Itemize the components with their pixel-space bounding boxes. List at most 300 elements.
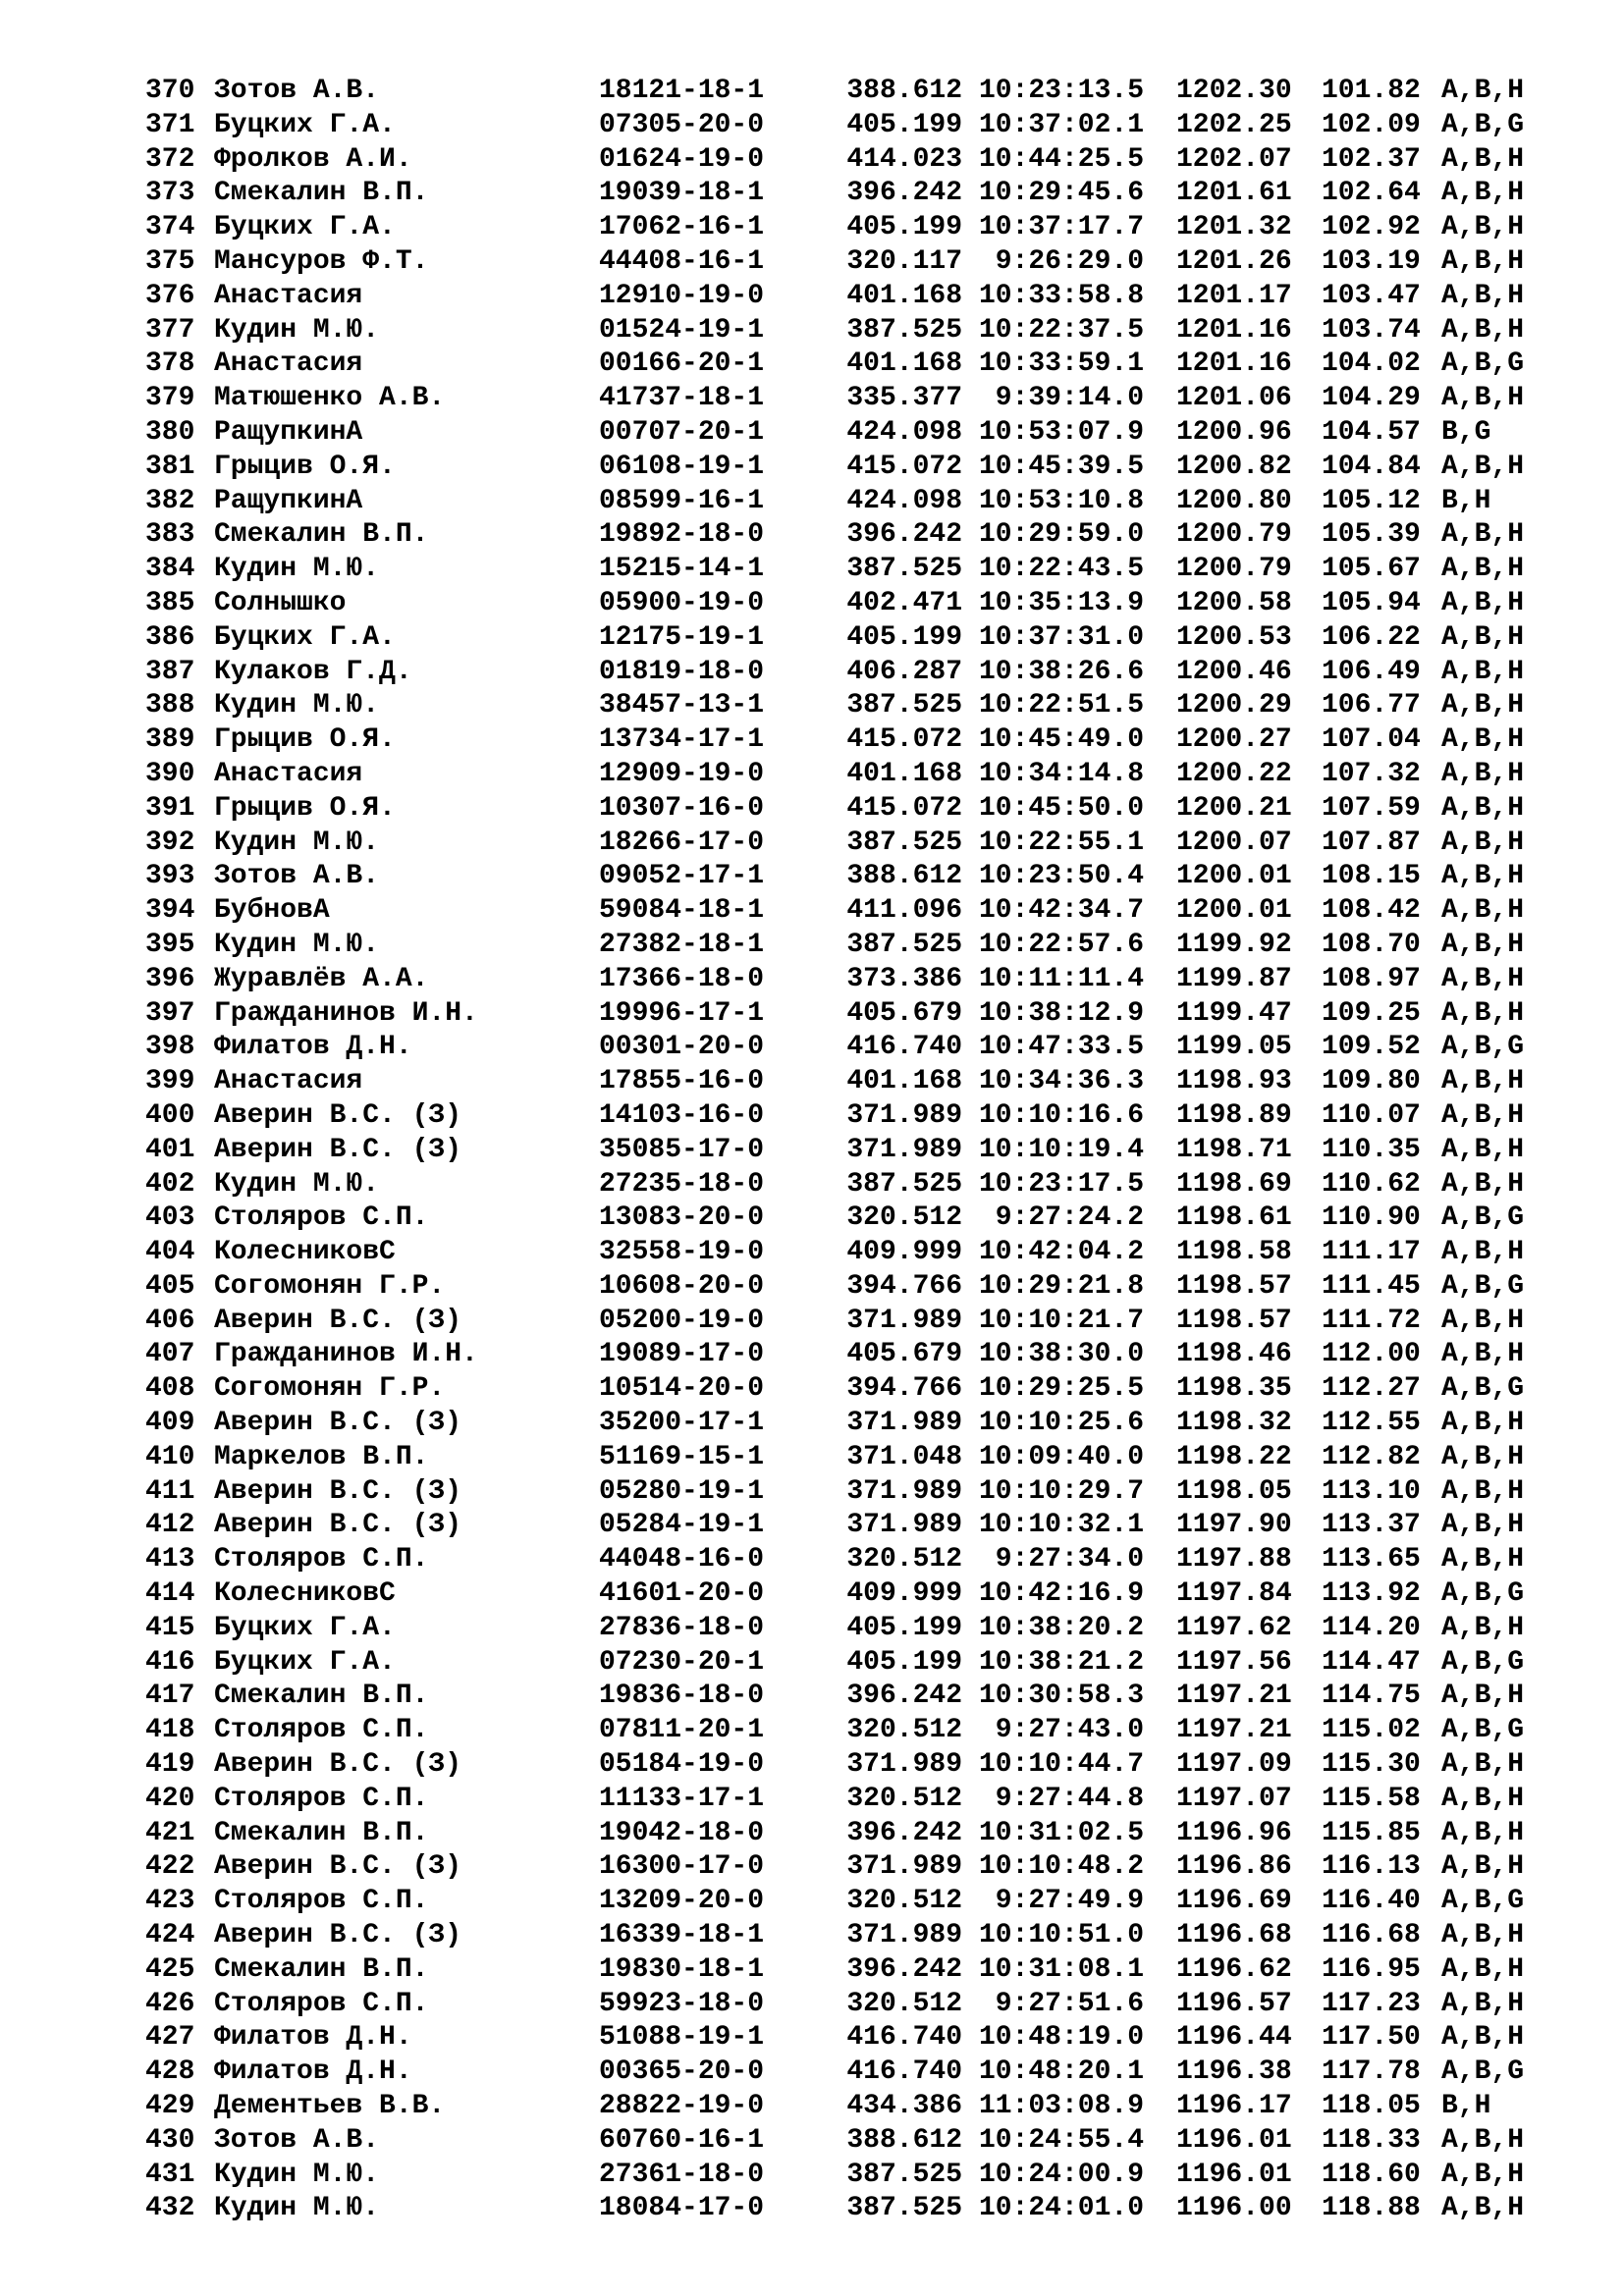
flags: A,B,H — [1441, 1920, 1525, 1951]
distance: 387.525 — [846, 1168, 962, 1200]
arrival-time: 10:29:59.0 — [978, 519, 1144, 551]
result-row — [145, 1372, 1540, 1407]
coefficient: 108.70 — [1322, 929, 1421, 960]
place-number: 371 — [145, 109, 195, 140]
arrival-time: 10:24:55.4 — [978, 2124, 1144, 2156]
coefficient: 102.92 — [1322, 212, 1421, 243]
speed: 1196.17 — [1176, 2091, 1292, 2122]
ring-number: 19039-18-1 — [599, 178, 765, 209]
flags: A,B,H — [1441, 1749, 1525, 1781]
distance: 387.525 — [846, 929, 962, 960]
coefficient: 111.72 — [1322, 1305, 1421, 1336]
coefficient: 101.82 — [1322, 76, 1421, 106]
fancier-name: Кудин М.Ю. — [214, 827, 380, 858]
place-number: 407 — [145, 1339, 195, 1370]
results-listing — [145, 75, 1540, 2226]
distance: 320.117 — [846, 245, 962, 277]
distance: 388.612 — [846, 861, 962, 892]
coefficient: 117.50 — [1322, 2022, 1421, 2054]
distance: 424.098 — [846, 416, 962, 448]
ring-number: 13083-20-0 — [599, 1202, 765, 1234]
arrival-time: 10:35:13.9 — [978, 587, 1144, 618]
coefficient: 117.78 — [1322, 2056, 1421, 2088]
result-row — [145, 553, 1540, 587]
result-row — [145, 1338, 1540, 1372]
fancier-name: Кудин М.Ю. — [214, 314, 380, 346]
speed: 1199.87 — [1176, 963, 1292, 994]
place-number: 425 — [145, 1953, 195, 1985]
place-number: 370 — [145, 76, 195, 106]
speed: 1199.05 — [1176, 1032, 1292, 1063]
result-row — [145, 1646, 1540, 1681]
coefficient: 103.19 — [1322, 245, 1421, 277]
coefficient: 110.62 — [1322, 1168, 1421, 1200]
speed: 1198.57 — [1176, 1305, 1292, 1336]
distance: 371.989 — [846, 1408, 962, 1439]
flags: A,B,H — [1441, 2022, 1525, 2054]
result-row — [145, 1577, 1540, 1612]
fancier-name: Анастасия — [214, 280, 363, 311]
fancier-name: Смекалин В.П. — [214, 1817, 429, 1848]
place-number: 388 — [145, 690, 195, 721]
place-number: 421 — [145, 1817, 195, 1848]
result-row — [145, 2159, 1540, 2193]
speed: 1201.17 — [1176, 280, 1292, 311]
place-number: 386 — [145, 621, 195, 653]
ring-number: 17062-16-1 — [599, 212, 765, 243]
flags: A,B,G — [1441, 1886, 1525, 1917]
distance: 371.989 — [846, 1099, 962, 1131]
arrival-time: 9:39:14.0 — [995, 383, 1144, 414]
coefficient: 110.35 — [1322, 1134, 1421, 1165]
flags: B,H — [1441, 2091, 1491, 2122]
coefficient: 107.32 — [1322, 758, 1421, 789]
arrival-time: 10:38:21.2 — [978, 1646, 1144, 1678]
speed: 1198.46 — [1176, 1339, 1292, 1370]
distance: 394.766 — [846, 1270, 962, 1302]
coefficient: 111.17 — [1322, 1237, 1421, 1268]
flags: A,B,H — [1441, 1099, 1525, 1131]
speed: 1200.58 — [1176, 587, 1292, 618]
fancier-name: Столяров С.П. — [214, 1544, 429, 1575]
speed: 1198.89 — [1176, 1099, 1292, 1131]
ring-number: 05284-19-1 — [599, 1510, 765, 1541]
result-row — [145, 2021, 1540, 2056]
ring-number: 06108-19-1 — [599, 451, 765, 482]
fancier-name: Смекалин В.П. — [214, 178, 429, 209]
distance: 387.525 — [846, 2159, 962, 2190]
fancier-name: Буцких Г.А. — [214, 212, 396, 243]
fancier-name: Филатов Д.Н. — [214, 2056, 412, 2088]
flags: A,B,H — [1441, 245, 1525, 277]
coefficient: 108.97 — [1322, 963, 1421, 994]
speed: 1196.01 — [1176, 2159, 1292, 2190]
distance: 387.525 — [846, 554, 962, 585]
result-row — [145, 1441, 1540, 1475]
speed: 1200.27 — [1176, 724, 1292, 756]
speed: 1202.25 — [1176, 109, 1292, 140]
speed: 1198.93 — [1176, 1066, 1292, 1097]
speed: 1201.61 — [1176, 178, 1292, 209]
flags: A,B,H — [1441, 1612, 1525, 1643]
result-row — [145, 1031, 1540, 1065]
distance: 415.072 — [846, 451, 962, 482]
result-row — [145, 1134, 1540, 1168]
result-row — [145, 1543, 1540, 1577]
ring-number: 01524-19-1 — [599, 314, 765, 346]
arrival-time: 9:27:49.9 — [995, 1886, 1144, 1917]
coefficient: 110.07 — [1322, 1099, 1421, 1131]
ring-number: 17366-18-0 — [599, 963, 765, 994]
flags: A,B,H — [1441, 1817, 1525, 1848]
flags: A,B,H — [1441, 1339, 1525, 1370]
place-number: 414 — [145, 1578, 195, 1610]
arrival-time: 10:44:25.5 — [978, 143, 1144, 175]
place-number: 397 — [145, 997, 195, 1029]
coefficient: 105.94 — [1322, 587, 1421, 618]
arrival-time: 9:27:51.6 — [995, 1988, 1144, 2019]
ring-number: 59923-18-0 — [599, 1988, 765, 2019]
arrival-time: 10:24:01.0 — [978, 2193, 1144, 2224]
coefficient: 107.87 — [1322, 827, 1421, 858]
result-row — [145, 245, 1540, 280]
fancier-name: Смекалин В.П. — [214, 519, 429, 551]
ring-number: 13209-20-0 — [599, 1886, 765, 1917]
speed: 1198.61 — [1176, 1202, 1292, 1234]
distance: 405.679 — [846, 1339, 962, 1370]
flags: A,B,G — [1441, 1578, 1525, 1610]
flags: A,B,H — [1441, 792, 1525, 824]
ring-number: 28822-19-0 — [599, 2091, 765, 2122]
arrival-time: 10:37:31.0 — [978, 621, 1144, 653]
speed: 1196.86 — [1176, 1851, 1292, 1883]
ring-number: 44048-16-0 — [599, 1544, 765, 1575]
arrival-time: 10:22:57.6 — [978, 929, 1144, 960]
distance: 415.072 — [846, 724, 962, 756]
result-row — [145, 689, 1540, 723]
fancier-name: Гражданинов И.Н. — [214, 1339, 478, 1370]
fancier-name: Аверин В.С. (З) — [214, 1510, 462, 1541]
distance: 320.512 — [846, 1988, 962, 2019]
place-number: 396 — [145, 963, 195, 994]
flags: A,B,H — [1441, 690, 1525, 721]
place-number: 429 — [145, 2091, 195, 2122]
distance: 409.999 — [846, 1237, 962, 1268]
flags: A,B,G — [1441, 1373, 1525, 1405]
arrival-time: 10:29:25.5 — [978, 1373, 1144, 1405]
fancier-name: Дементьев В.В. — [214, 2091, 446, 2122]
coefficient: 113.65 — [1322, 1544, 1421, 1575]
arrival-time: 9:27:24.2 — [995, 1202, 1144, 1234]
place-number: 402 — [145, 1168, 195, 1200]
coefficient: 104.29 — [1322, 383, 1421, 414]
fancier-name: Солнышко — [214, 587, 347, 618]
place-number: 382 — [145, 485, 195, 516]
fancier-name: Буцких Г.А. — [214, 1646, 396, 1678]
arrival-time: 10:53:10.8 — [978, 485, 1144, 516]
flags: A,B,H — [1441, 280, 1525, 311]
place-number: 418 — [145, 1715, 195, 1746]
arrival-time: 10:09:40.0 — [978, 1441, 1144, 1472]
distance: 402.471 — [846, 587, 962, 618]
speed: 1202.07 — [1176, 143, 1292, 175]
coefficient: 116.13 — [1322, 1851, 1421, 1883]
coefficient: 109.52 — [1322, 1032, 1421, 1063]
distance: 401.168 — [846, 1066, 962, 1097]
arrival-time: 9:27:34.0 — [995, 1544, 1144, 1575]
distance: 371.989 — [846, 1305, 962, 1336]
arrival-time: 10:10:44.7 — [978, 1749, 1144, 1781]
flags: A,B,H — [1441, 861, 1525, 892]
flags: A,B,H — [1441, 1441, 1525, 1472]
fancier-name: БубновА — [214, 895, 330, 927]
distance: 320.512 — [846, 1886, 962, 1917]
speed: 1202.30 — [1176, 76, 1292, 106]
distance: 405.199 — [846, 1612, 962, 1643]
ring-number: 12909-19-0 — [599, 758, 765, 789]
distance: 371.989 — [846, 1134, 962, 1165]
place-number: 409 — [145, 1408, 195, 1439]
fancier-name: Грыцив О.Я. — [214, 451, 396, 482]
arrival-time: 9:27:43.0 — [995, 1715, 1144, 1746]
arrival-time: 10:22:51.5 — [978, 690, 1144, 721]
arrival-time: 10:10:25.6 — [978, 1408, 1144, 1439]
arrival-time: 10:10:16.6 — [978, 1099, 1144, 1131]
flags: A,B,H — [1441, 895, 1525, 927]
flags: A,B,H — [1441, 1134, 1525, 1165]
result-row — [145, 1509, 1540, 1543]
flags: A,B,H — [1441, 1168, 1525, 1200]
speed: 1200.96 — [1176, 416, 1292, 448]
flags: A,B,H — [1441, 383, 1525, 414]
distance: 396.242 — [846, 1953, 962, 1985]
speed: 1201.06 — [1176, 383, 1292, 414]
speed: 1197.09 — [1176, 1749, 1292, 1781]
flags: B,G — [1441, 416, 1491, 448]
coefficient: 113.37 — [1322, 1510, 1421, 1541]
ring-number: 08599-16-1 — [599, 485, 765, 516]
place-number: 408 — [145, 1373, 195, 1405]
result-row — [145, 518, 1540, 553]
fancier-name: Зотов А.В. — [214, 2124, 380, 2156]
ring-number: 51088-19-1 — [599, 2022, 765, 2054]
arrival-time: 9:27:44.8 — [995, 1783, 1144, 1814]
coefficient: 105.67 — [1322, 554, 1421, 585]
arrival-time: 10:34:14.8 — [978, 758, 1144, 789]
arrival-time: 10:45:39.5 — [978, 451, 1144, 482]
speed: 1196.38 — [1176, 2056, 1292, 2088]
fancier-name: Кудин М.Ю. — [214, 929, 380, 960]
distance: 387.525 — [846, 690, 962, 721]
arrival-time: 10:53:07.9 — [978, 416, 1144, 448]
ring-number: 01624-19-0 — [599, 143, 765, 175]
fancier-name: Смекалин В.П. — [214, 1953, 429, 1985]
speed: 1197.88 — [1176, 1544, 1292, 1575]
coefficient: 118.05 — [1322, 2091, 1421, 2122]
speed: 1196.57 — [1176, 1988, 1292, 2019]
fancier-name: Зотов А.В. — [214, 861, 380, 892]
fancier-name: Кулаков Г.Д. — [214, 656, 412, 687]
arrival-time: 10:22:43.5 — [978, 554, 1144, 585]
result-row — [145, 1407, 1540, 1441]
flags: A,B,H — [1441, 1544, 1525, 1575]
speed: 1201.16 — [1176, 348, 1292, 380]
arrival-time: 10:37:17.7 — [978, 212, 1144, 243]
place-number: 405 — [145, 1270, 195, 1302]
arrival-time: 10:29:21.8 — [978, 1270, 1144, 1302]
fancier-name: Согомонян Г.Р. — [214, 1270, 446, 1302]
distance: 396.242 — [846, 178, 962, 209]
coefficient: 113.10 — [1322, 1475, 1421, 1507]
place-number: 417 — [145, 1681, 195, 1712]
speed: 1200.01 — [1176, 895, 1292, 927]
result-row — [145, 1680, 1540, 1714]
flags: A,B,H — [1441, 178, 1525, 209]
ring-number: 38457-13-1 — [599, 690, 765, 721]
flags: A,B,G — [1441, 1032, 1525, 1063]
result-row — [145, 758, 1540, 792]
result-row — [145, 211, 1540, 245]
coefficient: 110.90 — [1322, 1202, 1421, 1234]
place-number: 410 — [145, 1441, 195, 1472]
coefficient: 111.45 — [1322, 1270, 1421, 1302]
result-row — [145, 280, 1540, 314]
arrival-time: 10:48:20.1 — [978, 2056, 1144, 2088]
speed: 1198.69 — [1176, 1168, 1292, 1200]
distance: 405.199 — [846, 621, 962, 653]
place-number: 398 — [145, 1032, 195, 1063]
fancier-name: РащупкинА — [214, 485, 363, 516]
ring-number: 27235-18-0 — [599, 1168, 765, 1200]
speed: 1200.80 — [1176, 485, 1292, 516]
speed: 1199.92 — [1176, 929, 1292, 960]
speed: 1201.16 — [1176, 314, 1292, 346]
ring-number: 19996-17-1 — [599, 997, 765, 1029]
speed: 1198.58 — [1176, 1237, 1292, 1268]
coefficient: 102.64 — [1322, 178, 1421, 209]
result-row — [145, 1168, 1540, 1202]
distance: 320.512 — [846, 1544, 962, 1575]
fancier-name: Аверин В.С. (З) — [214, 1851, 462, 1883]
speed: 1196.62 — [1176, 1953, 1292, 1985]
speed: 1198.57 — [1176, 1270, 1292, 1302]
distance: 416.740 — [846, 1032, 962, 1063]
distance: 406.287 — [846, 656, 962, 687]
fancier-name: Анастасия — [214, 758, 363, 789]
ring-number: 00301-20-0 — [599, 1032, 765, 1063]
result-row — [145, 1953, 1540, 1988]
ring-number: 01819-18-0 — [599, 656, 765, 687]
place-number: 416 — [145, 1646, 195, 1678]
arrival-time: 10:38:30.0 — [978, 1339, 1144, 1370]
result-row — [145, 1817, 1540, 1851]
fancier-name: Столяров С.П. — [214, 1715, 429, 1746]
arrival-time: 10:42:16.9 — [978, 1578, 1144, 1610]
coefficient: 109.80 — [1322, 1066, 1421, 1097]
speed: 1197.21 — [1176, 1715, 1292, 1746]
fancier-name: Грыцив О.Я. — [214, 792, 396, 824]
ring-number: 18084-17-0 — [599, 2193, 765, 2224]
result-row — [145, 997, 1540, 1032]
distance: 405.199 — [846, 1646, 962, 1678]
coefficient: 102.37 — [1322, 143, 1421, 175]
place-number: 428 — [145, 2056, 195, 2088]
distance: 371.989 — [846, 1510, 962, 1541]
flags: A,B,H — [1441, 724, 1525, 756]
place-number: 403 — [145, 1202, 195, 1234]
fancier-name: Смекалин В.П. — [214, 1681, 429, 1712]
fancier-name: Матюшенко А.В. — [214, 383, 446, 414]
result-row — [145, 1236, 1540, 1270]
result-row — [145, 1612, 1540, 1646]
result-row — [145, 860, 1540, 894]
distance: 388.612 — [846, 2124, 962, 2156]
speed: 1196.96 — [1176, 1817, 1292, 1848]
fancier-name: Кудин М.Ю. — [214, 2159, 380, 2190]
place-number: 387 — [145, 656, 195, 687]
speed: 1197.62 — [1176, 1612, 1292, 1643]
arrival-time: 10:23:50.4 — [978, 861, 1144, 892]
coefficient: 106.22 — [1322, 621, 1421, 653]
arrival-time: 10:29:45.6 — [978, 178, 1144, 209]
flags: A,B,G — [1441, 1715, 1525, 1746]
ring-number: 10514-20-0 — [599, 1373, 765, 1405]
coefficient: 105.39 — [1322, 519, 1421, 551]
ring-number: 07811-20-1 — [599, 1715, 765, 1746]
fancier-name: КолесниковС — [214, 1237, 396, 1268]
ring-number: 44408-16-1 — [599, 245, 765, 277]
result-row — [145, 894, 1540, 929]
place-number: 432 — [145, 2193, 195, 2224]
place-number: 394 — [145, 895, 195, 927]
result-row — [145, 1065, 1540, 1099]
place-number: 427 — [145, 2022, 195, 2054]
coefficient: 115.30 — [1322, 1749, 1421, 1781]
fancier-name: Гражданинов И.Н. — [214, 997, 478, 1029]
fancier-name: Аверин В.С. (З) — [214, 1475, 462, 1507]
flags: A,B,H — [1441, 997, 1525, 1029]
speed: 1197.07 — [1176, 1783, 1292, 1814]
coefficient: 115.85 — [1322, 1817, 1421, 1848]
speed: 1197.90 — [1176, 1510, 1292, 1541]
result-row — [145, 827, 1540, 861]
distance: 396.242 — [846, 1817, 962, 1848]
result-row — [145, 587, 1540, 621]
flags: A,B,H — [1441, 827, 1525, 858]
flags: A,B,H — [1441, 1681, 1525, 1712]
arrival-time: 10:23:17.5 — [978, 1168, 1144, 1200]
place-number: 381 — [145, 451, 195, 482]
place-number: 376 — [145, 280, 195, 311]
coefficient: 118.88 — [1322, 2193, 1421, 2224]
ring-number: 19830-18-1 — [599, 1953, 765, 1985]
fancier-name: Грыцив О.Я. — [214, 724, 396, 756]
fancier-name: Столяров С.П. — [214, 1886, 429, 1917]
coefficient: 106.49 — [1322, 656, 1421, 687]
fancier-name: Филатов Д.Н. — [214, 2022, 412, 2054]
distance: 415.072 — [846, 792, 962, 824]
result-row — [145, 929, 1540, 963]
flags: A,B,G — [1441, 348, 1525, 380]
fancier-name: РащупкинА — [214, 416, 363, 448]
fancier-name: Кудин М.Ю. — [214, 554, 380, 585]
ring-number: 59084-18-1 — [599, 895, 765, 927]
result-row — [145, 347, 1540, 382]
flags: A,B,H — [1441, 1510, 1525, 1541]
arrival-time: 10:45:49.0 — [978, 724, 1144, 756]
place-number: 426 — [145, 1988, 195, 2019]
arrival-time: 10:24:00.9 — [978, 2159, 1144, 2190]
